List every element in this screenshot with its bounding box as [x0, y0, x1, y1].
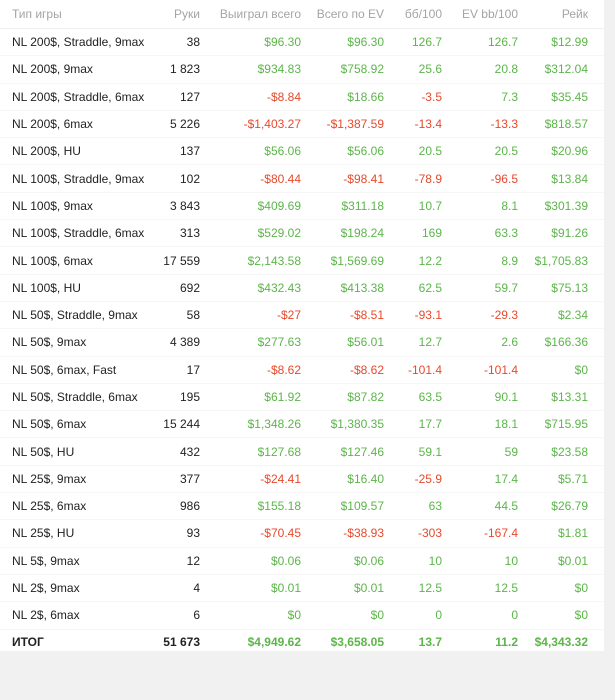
cell-hands: 93: [150, 520, 200, 547]
cell-hands: 377: [150, 465, 200, 492]
cell-bb100: -93.1: [384, 301, 442, 328]
cell-game-type: NL 2$, 6max: [0, 602, 150, 629]
cell-game-type: NL 25$, HU: [0, 520, 150, 547]
cell-won-total: $0.06: [200, 547, 301, 574]
cell-won-total: $61.92: [200, 383, 301, 410]
cell-game-type: NL 100$, 9max: [0, 192, 150, 219]
cell-rake: $0: [518, 356, 604, 383]
cell-game-type: NL 50$, 6max, Fast: [0, 356, 150, 383]
cell-ev-total: -$38.93: [301, 520, 384, 547]
cell-ev-total: $87.82: [301, 383, 384, 410]
cell-ev-total: $413.38: [301, 274, 384, 301]
cell-game-type: NL 50$, HU: [0, 438, 150, 465]
table-row[interactable]: [0, 274, 604, 301]
total-ev: $3,658.05: [330, 634, 384, 649]
table-row[interactable]: [0, 356, 604, 383]
cell-ev-bb100: -167.4: [442, 520, 518, 547]
cell-bb100: 12.5: [384, 574, 442, 601]
cell-bb100: 169: [384, 220, 442, 247]
cell-won-total: $56.06: [200, 138, 301, 165]
total-bb100: 13.7: [418, 634, 442, 649]
cell-hands: 137: [150, 138, 200, 165]
cell-hands: 4: [150, 574, 200, 601]
cell-ev-total: -$8.51: [301, 301, 384, 328]
cell-bb100: 62.5: [384, 274, 442, 301]
cell-ev-bb100: 20.5: [442, 138, 518, 165]
cell-ev-total: $96.30: [301, 29, 384, 56]
table-row[interactable]: [0, 438, 604, 465]
cell-ev-total: $311.18: [301, 192, 384, 219]
cell-ev-bb100: -29.3: [442, 301, 518, 328]
cell-hands: 986: [150, 493, 200, 520]
cell-bb100: 10: [384, 547, 442, 574]
total-label: ИТОГ: [12, 634, 44, 649]
cell-rake: $75.13: [518, 274, 604, 301]
cell-ev-bb100: 59.7: [442, 274, 518, 301]
total-row: [0, 629, 604, 654]
cell-won-total: $0.01: [200, 574, 301, 601]
col-header-ev-total[interactable]: Всего по EV: [301, 0, 384, 29]
cell-ev-bb100: 90.1: [442, 383, 518, 410]
cell-game-type: NL 100$, 6max: [0, 247, 150, 274]
cell-rake: $20.96: [518, 138, 604, 165]
cell-bb100: -303: [384, 520, 442, 547]
cell-game-type: NL 25$, 6max: [0, 493, 150, 520]
cell-bb100: -25.9: [384, 465, 442, 492]
cell-rake: $301.39: [518, 192, 604, 219]
cell-bb100: 0: [384, 602, 442, 629]
cell-ev-total: $56.01: [301, 329, 384, 356]
cell-bb100: 10.7: [384, 192, 442, 219]
cell-game-type: NL 100$, HU: [0, 274, 150, 301]
col-header-won-total[interactable]: Выиграл всего: [200, 0, 301, 29]
cell-ev-bb100: 18.1: [442, 411, 518, 438]
cell-rake: $13.31: [518, 383, 604, 410]
cell-won-total: $409.69: [200, 192, 301, 219]
cell-won-total: -$1,403.27: [200, 110, 301, 137]
cell-ev-bb100: 0: [442, 602, 518, 629]
cell-won-total: -$70.45: [200, 520, 301, 547]
cell-won-total: $1,348.26: [200, 411, 301, 438]
table-row[interactable]: [0, 602, 604, 629]
cell-hands: 15 244: [150, 411, 200, 438]
cell-hands: 6: [150, 602, 200, 629]
cell-game-type: NL 50$, 9max: [0, 329, 150, 356]
cell-rake: $23.58: [518, 438, 604, 465]
cell-won-total: $432.43: [200, 274, 301, 301]
cell-won-total: $96.30: [200, 29, 301, 56]
cell-won-total: $127.68: [200, 438, 301, 465]
cell-game-type: NL 200$, Straddle, 6max: [0, 83, 150, 110]
cell-ev-bb100: 63.3: [442, 220, 518, 247]
cell-ev-total: $0.01: [301, 574, 384, 601]
cell-game-type: NL 100$, Straddle, 6max: [0, 220, 150, 247]
cell-ev-bb100: 10: [442, 547, 518, 574]
table-row[interactable]: [0, 329, 604, 356]
total-won: $4,949.62: [247, 634, 301, 649]
cell-rake: $715.95: [518, 411, 604, 438]
cell-won-total: -$27: [200, 301, 301, 328]
cell-ev-total: $127.46: [301, 438, 384, 465]
cell-rake: $13.84: [518, 165, 604, 192]
col-header-bb100[interactable]: бб/100: [384, 0, 442, 29]
cell-game-type: NL 2$, 9max: [0, 574, 150, 601]
cell-game-type: NL 200$, HU: [0, 138, 150, 165]
cell-ev-bb100: -96.5: [442, 165, 518, 192]
cell-hands: 195: [150, 383, 200, 410]
cell-rake: $0: [518, 602, 604, 629]
cell-bb100: 59.1: [384, 438, 442, 465]
cell-won-total: -$8.62: [200, 356, 301, 383]
cell-game-type: NL 200$, 9max: [0, 56, 150, 83]
cell-hands: 1 823: [150, 56, 200, 83]
cell-won-total: -$24.41: [200, 465, 301, 492]
cell-won-total: $0: [200, 602, 301, 629]
cell-ev-total: $1,569.69: [301, 247, 384, 274]
total-rake: $4,343.32: [534, 634, 588, 649]
cell-ev-total: $758.92: [301, 56, 384, 83]
cell-rake: $12.99: [518, 29, 604, 56]
table-row[interactable]: [0, 83, 604, 110]
table-row[interactable]: [0, 110, 604, 137]
col-header-game-type[interactable]: Тип игры: [0, 0, 150, 29]
cell-ev-total: $0.06: [301, 547, 384, 574]
table-row[interactable]: [0, 192, 604, 219]
cell-rake: $166.36: [518, 329, 604, 356]
cell-won-total: $529.02: [200, 220, 301, 247]
cell-rake: $818.57: [518, 110, 604, 137]
cell-hands: 17 559: [150, 247, 200, 274]
cell-ev-total: $109.57: [301, 493, 384, 520]
cell-ev-bb100: 59: [442, 438, 518, 465]
cell-hands: 5 226: [150, 110, 200, 137]
cell-bb100: 25.6: [384, 56, 442, 83]
table-row[interactable]: [0, 301, 604, 328]
cell-bb100: 20.5: [384, 138, 442, 165]
total-hands: 51 673: [163, 634, 200, 649]
table-row[interactable]: [0, 165, 604, 192]
cell-rake: $91.26: [518, 220, 604, 247]
cell-ev-bb100: 8.9: [442, 247, 518, 274]
cell-won-total: $2,143.58: [200, 247, 301, 274]
cell-ev-bb100: 20.8: [442, 56, 518, 83]
cell-game-type: NL 200$, Straddle, 9max: [0, 29, 150, 56]
table-row[interactable]: [0, 465, 604, 492]
cell-ev-bb100: 17.4: [442, 465, 518, 492]
table-row[interactable]: [0, 574, 604, 601]
cell-ev-bb100: 7.3: [442, 83, 518, 110]
table-row[interactable]: [0, 383, 604, 410]
cell-rake: $1,705.83: [518, 247, 604, 274]
cell-bb100: 63.5: [384, 383, 442, 410]
table-row[interactable]: [0, 247, 604, 274]
cell-ev-bb100: 8.1: [442, 192, 518, 219]
col-header-rake[interactable]: Рейк: [518, 0, 604, 29]
cell-ev-total: $16.40: [301, 465, 384, 492]
cell-ev-bb100: -13.3: [442, 110, 518, 137]
header-row: [0, 0, 604, 29]
cell-won-total: $934.83: [200, 56, 301, 83]
cell-hands: 3 843: [150, 192, 200, 219]
cell-game-type: NL 50$, 6max: [0, 411, 150, 438]
table-row[interactable]: [0, 56, 604, 83]
cell-game-type: NL 25$, 9max: [0, 465, 150, 492]
table-row[interactable]: [0, 411, 604, 438]
cell-ev-total: $1,380.35: [301, 411, 384, 438]
cell-ev-total: -$1,387.59: [301, 110, 384, 137]
cell-hands: 313: [150, 220, 200, 247]
cell-won-total: -$80.44: [200, 165, 301, 192]
cell-ev-bb100: -101.4: [442, 356, 518, 383]
cell-rake: $35.45: [518, 83, 604, 110]
cell-ev-total: $198.24: [301, 220, 384, 247]
table-row[interactable]: [0, 220, 604, 247]
cell-bb100: 126.7: [384, 29, 442, 56]
cell-game-type: NL 200$, 6max: [0, 110, 150, 137]
cell-bb100: 12.7: [384, 329, 442, 356]
cell-game-type: NL 50$, Straddle, 6max: [0, 383, 150, 410]
cell-won-total: $277.63: [200, 329, 301, 356]
cell-ev-total: -$98.41: [301, 165, 384, 192]
cell-game-type: NL 50$, Straddle, 9max: [0, 301, 150, 328]
cell-bb100: 12.2: [384, 247, 442, 274]
cell-rake: $26.79: [518, 493, 604, 520]
cell-bb100: -78.9: [384, 165, 442, 192]
col-header-ev-bb100[interactable]: EV bb/100: [442, 0, 518, 29]
total-ev-bb100: 11.2: [495, 634, 518, 649]
cell-hands: 127: [150, 83, 200, 110]
cell-hands: 692: [150, 274, 200, 301]
cell-hands: 38: [150, 29, 200, 56]
cell-rake: $312.04: [518, 56, 604, 83]
cell-game-type: NL 5$, 9max: [0, 547, 150, 574]
cell-rake: $0: [518, 574, 604, 601]
cell-hands: 58: [150, 301, 200, 328]
cell-won-total: $155.18: [200, 493, 301, 520]
cell-game-type: NL 100$, Straddle, 9max: [0, 165, 150, 192]
cell-ev-bb100: 12.5: [442, 574, 518, 601]
cell-hands: 432: [150, 438, 200, 465]
cell-ev-total: -$8.62: [301, 356, 384, 383]
cell-hands: 102: [150, 165, 200, 192]
cell-rake: $5.71: [518, 465, 604, 492]
cell-hands: 4 389: [150, 329, 200, 356]
cell-rake: $1.81: [518, 520, 604, 547]
col-header-hands[interactable]: Руки: [150, 0, 200, 29]
cell-rake: $2.34: [518, 301, 604, 328]
cell-ev-bb100: 2.6: [442, 329, 518, 356]
table-row[interactable]: [0, 520, 604, 547]
cell-won-total: -$8.84: [200, 83, 301, 110]
cell-hands: 12: [150, 547, 200, 574]
table-row[interactable]: [0, 547, 604, 574]
cell-bb100: -101.4: [384, 356, 442, 383]
cell-ev-bb100: 126.7: [442, 29, 518, 56]
cell-hands: 17: [150, 356, 200, 383]
cell-bb100: -13.4: [384, 110, 442, 137]
table-row[interactable]: [0, 493, 604, 520]
cell-ev-total: $56.06: [301, 138, 384, 165]
cell-bb100: -3.5: [384, 83, 442, 110]
cell-ev-bb100: 44.5: [442, 493, 518, 520]
cell-ev-total: $0: [301, 602, 384, 629]
table-row[interactable]: [0, 29, 604, 56]
cell-bb100: 17.7: [384, 411, 442, 438]
cell-bb100: 63: [384, 493, 442, 520]
cell-ev-total: $18.66: [301, 83, 384, 110]
cell-rake: $0.01: [518, 547, 604, 574]
table-row[interactable]: [0, 138, 604, 165]
